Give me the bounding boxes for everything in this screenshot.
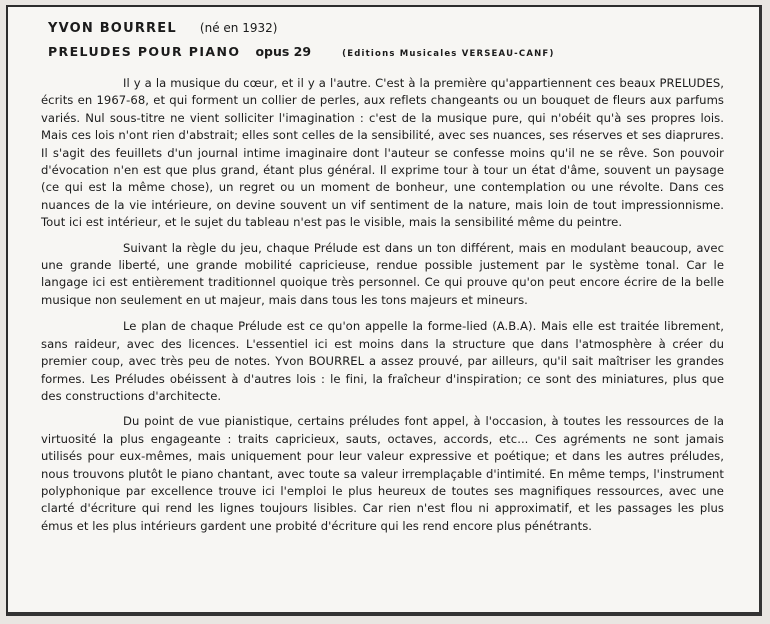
- paragraph-3: Le plan de chaque Prélude est ce qu'on appelle la forme-lied (A.B.A). Mais elle est traitée librement, sans raideur, avec des licences. L'essentiel ici est moins dans la structure que dans l'atmosphère à créer du premier coup, avec très peu de notes. Yvon BOURREL a assez prouvé, par ailleurs, qu'il sait maîtriser les grandes formes. Les Préludes obéissent à d'autres lois : le fini, la fraîcheur d'inspiration; ce sont des miniatures, plus que des constructions d'architecte.: [41, 319, 724, 403]
- document-page: [6, 5, 762, 616]
- composer-name: YVON BOURREL: [48, 21, 177, 36]
- composer-line: [48, 17, 748, 41]
- work-line: [48, 41, 748, 65]
- paragraph-2: Suivant la règle du jeu, chaque Prélude est dans un ton différent, mais en modulant beaucoup, avec une grande liberté, une grande mobilité capricieuse, rendue possible justement par le système tonal. Car le langage ici est entièrement traditionnel quoique très personnel. Ce qui prouve qu'on peut encore écrire de la belle musique non seulement en ut majeur, mais dans tous les tons majeurs et mineurs.: [41, 240, 724, 307]
- document-header: [48, 17, 748, 65]
- document-body: [41, 75, 724, 543]
- composer-dates: (né en 1932): [199, 21, 278, 35]
- work-title: PRELUDES POUR PIANO: [48, 44, 241, 59]
- paragraph-4: Du point de vue pianistique, certains préludes font appel, à l'occasion, à toutes les ressources de la virtuosité la plus engageante : traits capricieux, sauts, octaves, accords, etc... Ces agréments ne sont jamais utilisés pour eux-mêmes, mais uniquement pour leur valeur expressive et poétique; et dans les autres préludes, nous trouvons plutôt le piano chantant, avec toute sa valeur irremplaçable d'intimité. En même temps, l'instrument polyphonique par excellence trouve ici l'emploi le plus heureux de toutes ses magnifiques ressources, avec une clarté d'écriture qui rend les lignes toujours lisibles. Car rien n'est flou ni approximatif, et les passages les plus émus et les plus intérieurs gardent une probité d'écriture qui les rend encore plus pénétrants.: [41, 414, 724, 533]
- paragraph-1: Il y a la musique du cœur, et il y a l'autre. C'est à la première qu'appartiennent ces beaux PRELUDES, écrits en 1967-68, et qui forment un collier de perles, aux reflets changeants ou un bouquet de fleurs aux parfums variés. Nul sous-titre ne vient solliciter l'imagination : c'est de la musique pure, qui n'obéit qu'à ses propres lois. Mais ces lois n'ont rien d'abstrait; elles sont celles de la sensibilité, avec ses nuances, ses réserves et ses diaprures. Il s'agit des feuillets d'un journal intime imaginaire dont l'auteur se confesse moins qu'il ne se rêve. Son pouvoir d'évocation n'en est que plus grand, étant plus général. Il exprime tour à tour un état d'âme, souvent un paysage (ce qui est la même chose), un regret ou un moment de bonheur, une contemplation ou une révolte. Dans ces nuances de la vie intérieure, on devine souvent un vif sentiment de la nature, mais loin de tout impressionnisme. Tout ici est intérieur, et le sujet du tableau n'est pas le visible, mais la sensibilité même du peintre.: [41, 76, 724, 230]
- opus-number: opus 29: [255, 44, 312, 59]
- publisher: (Editions Musicales VERSEAU-CANF): [342, 49, 555, 59]
